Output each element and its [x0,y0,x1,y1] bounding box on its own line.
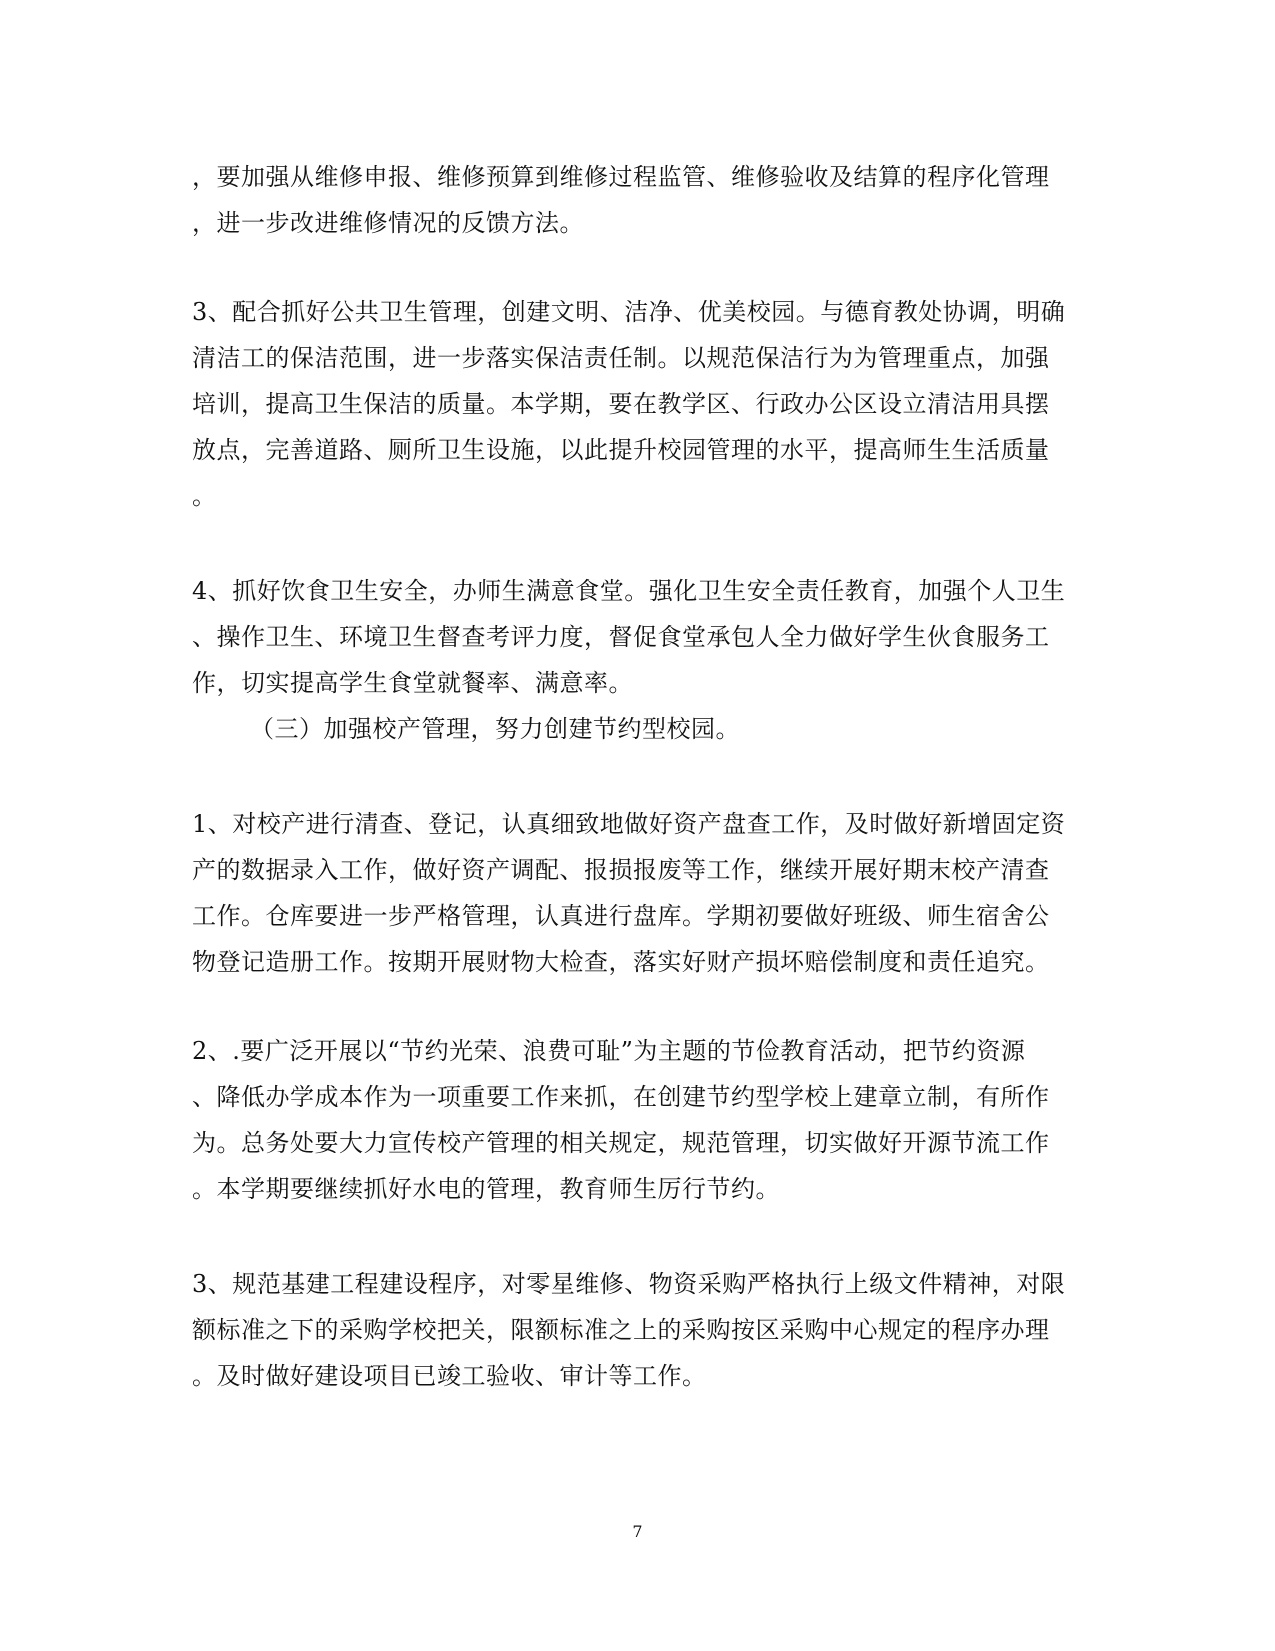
text-line: 培训，提高卫生保洁的质量。本学期，要在教学区、行政办公区设立清洁用具摆 [192,390,1050,418]
text-line: 3、配合抓好公共卫生管理，创建文明、洁净、优美校园。与德育教处协调，明确 [192,298,1066,326]
text-line: 工作。仓库要进一步严格管理，认真进行盘库。学期初要做好班级、师生宿舍公 [192,902,1050,930]
text-line: ，要加强从维修申报、维修预算到维修过程监管、维修验收及结算的程序化管理 [192,163,1050,191]
text-line: 1、对校产进行清查、登记，认真细致地做好资产盘查工作，及时做好新增固定资 [192,810,1066,838]
text-line: 额标准之下的采购学校把关，限额标准之上的采购按区采购中心规定的程序办理 [192,1316,1050,1344]
text-line: 、操作卫生、环境卫生督查考评力度，督促食堂承包人全力做好学生伙食服务工 [192,623,1050,651]
section-heading: （三）加强校产管理，努力创建节约型校园。 [250,715,740,743]
text-line: 4、抓好饮食卫生安全，办师生满意食堂。强化卫生安全责任教育，加强个人卫生 [192,577,1066,605]
text-line: 产的数据录入工作，做好资产调配、报损报废等工作，继续开展好期末校产清查 [192,856,1050,884]
text-line: 物登记造册工作。按期开展财物大检查，落实好财产损坏赔偿制度和责任追究。 [192,948,1050,976]
text-line: 2、.要广泛开展以“节约光荣、浪费可耻”为主题的节俭教育活动，把节约资源 [192,1037,1026,1065]
text-line: 作，切实提高学生食堂就餐率、满意率。 [192,669,633,697]
text-line: 。 [192,482,217,510]
text-line: 3、规范基建工程建设程序，对零星维修、物资采购严格执行上级文件精神，对限 [192,1270,1066,1298]
text-line: 。本学期要继续抓好水电的管理，教育师生厉行节约。 [192,1175,780,1203]
text-line: 。及时做好建设项目已竣工验收、审计等工作。 [192,1362,707,1390]
text-line: 清洁工的保洁范围，进一步落实保洁责任制。以规范保洁行为为管理重点，加强 [192,344,1050,372]
text-line: 为。总务处要大力宣传校产管理的相关规定，规范管理，切实做好开源节流工作 [192,1129,1050,1157]
page-number: 7 [632,1522,643,1541]
text-line: ，进一步改进维修情况的反馈方法。 [192,209,584,237]
text-line: 、降低办学成本作为一项重要工作来抓，在创建节约型学校上建章立制，有所作 [192,1083,1050,1111]
text-line: 放点，完善道路、厕所卫生设施，以此提升校园管理的水平，提高师生生活质量 [192,436,1050,464]
